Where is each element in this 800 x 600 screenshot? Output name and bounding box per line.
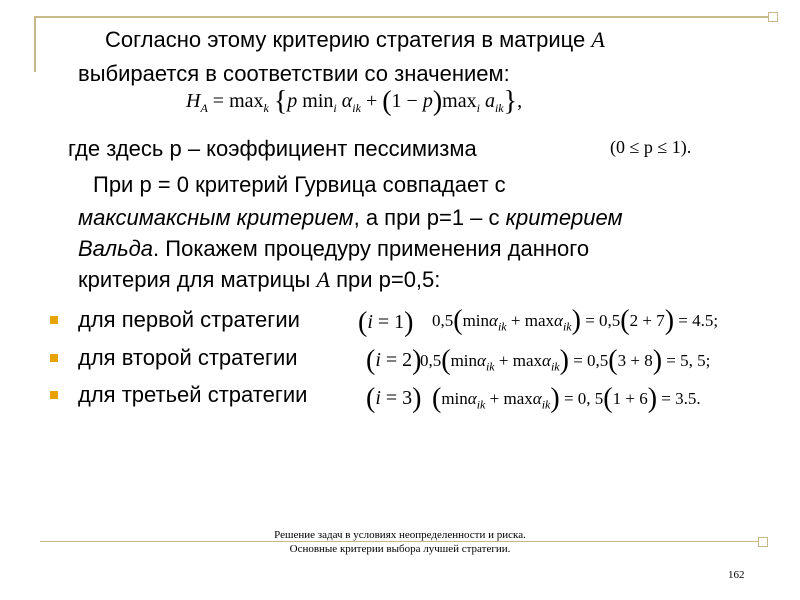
pessimism-line: где здесь р – коэффициент пессимизма — [68, 136, 477, 161]
top-right-decor-square — [768, 12, 778, 22]
footer-caption: Решение задач в условиях неопределенности и риска. Основные критерии выбора лучшей стратегии. — [274, 529, 526, 555]
intro-text: Согласно этому критерию стратегия в матрице — [105, 27, 586, 52]
bullet-marker-1 — [50, 316, 58, 324]
criterion-term: критерием — [505, 205, 623, 230]
matrix-var-2: A — [316, 267, 330, 292]
wald-term: Вальда — [78, 236, 154, 261]
intro-line-1 — [105, 27, 605, 53]
page-number: 162 — [728, 569, 745, 581]
bullet-marker-2 — [50, 354, 58, 362]
p-value-text: при р=0,5: — [336, 267, 441, 292]
bullet-index-3: (i = 3) — [366, 383, 422, 414]
hurwicz-line-2 — [78, 205, 623, 231]
bullet-marker-3 — [50, 391, 58, 399]
maximax-term: максимаксным критерием — [78, 205, 354, 230]
bullet-label-3: для третьей стратегии — [78, 382, 308, 407]
bottom-right-decor-square — [758, 537, 768, 547]
pessimism-range: (0 ≤ p ≤ 1). — [610, 137, 692, 157]
bullet-formula-2: 0,5(minα$_{ik}$ + maxα$_{ik}$) = 0,5(3 + 8) = 5, 5; — [420, 345, 711, 376]
bullet-index-2: (i = 2) — [366, 345, 422, 376]
intro-line-2: выбирается в соответствии со значением: — [78, 61, 510, 86]
bullet-label-2: для второй стратегии — [78, 345, 298, 370]
hurwicz-line-3 — [78, 236, 589, 262]
bullet-label-1: для первой стратегии — [78, 307, 300, 332]
bullet-formula-3: (minα$_{ik}$ + maxα$_{ik}$) = 0, 5(1 + 6) = 3.5. — [432, 383, 701, 414]
bullet-formula-1: 0,5(minα$_{ik}$ + maxα$_{ik}$) = 0,5(2 + 7) = 4.5; — [432, 305, 719, 336]
top-decor-line — [34, 16, 774, 18]
hurwicz-line-1: При р = 0 критерий Гурвица совпадает с — [93, 172, 506, 197]
hurwicz-line-4 — [78, 267, 440, 293]
procedure-text: . Покажем процедуру применения данного — [153, 236, 590, 261]
left-decor-line — [34, 16, 36, 72]
bullet-index-1: (i = 1) — [358, 307, 414, 338]
hurwicz-formula: $H_A = \max_k \{p$ $\min_i \alpha_{ik} + (1 - p)\max_i$ $a_{ik}$}, — [186, 86, 523, 117]
matrix-var: A — [591, 27, 605, 52]
matrix-criterion-text: критерия для матрицы — [78, 267, 311, 292]
hurwicz-mid-text: , а при р=1 – с — [353, 205, 500, 230]
